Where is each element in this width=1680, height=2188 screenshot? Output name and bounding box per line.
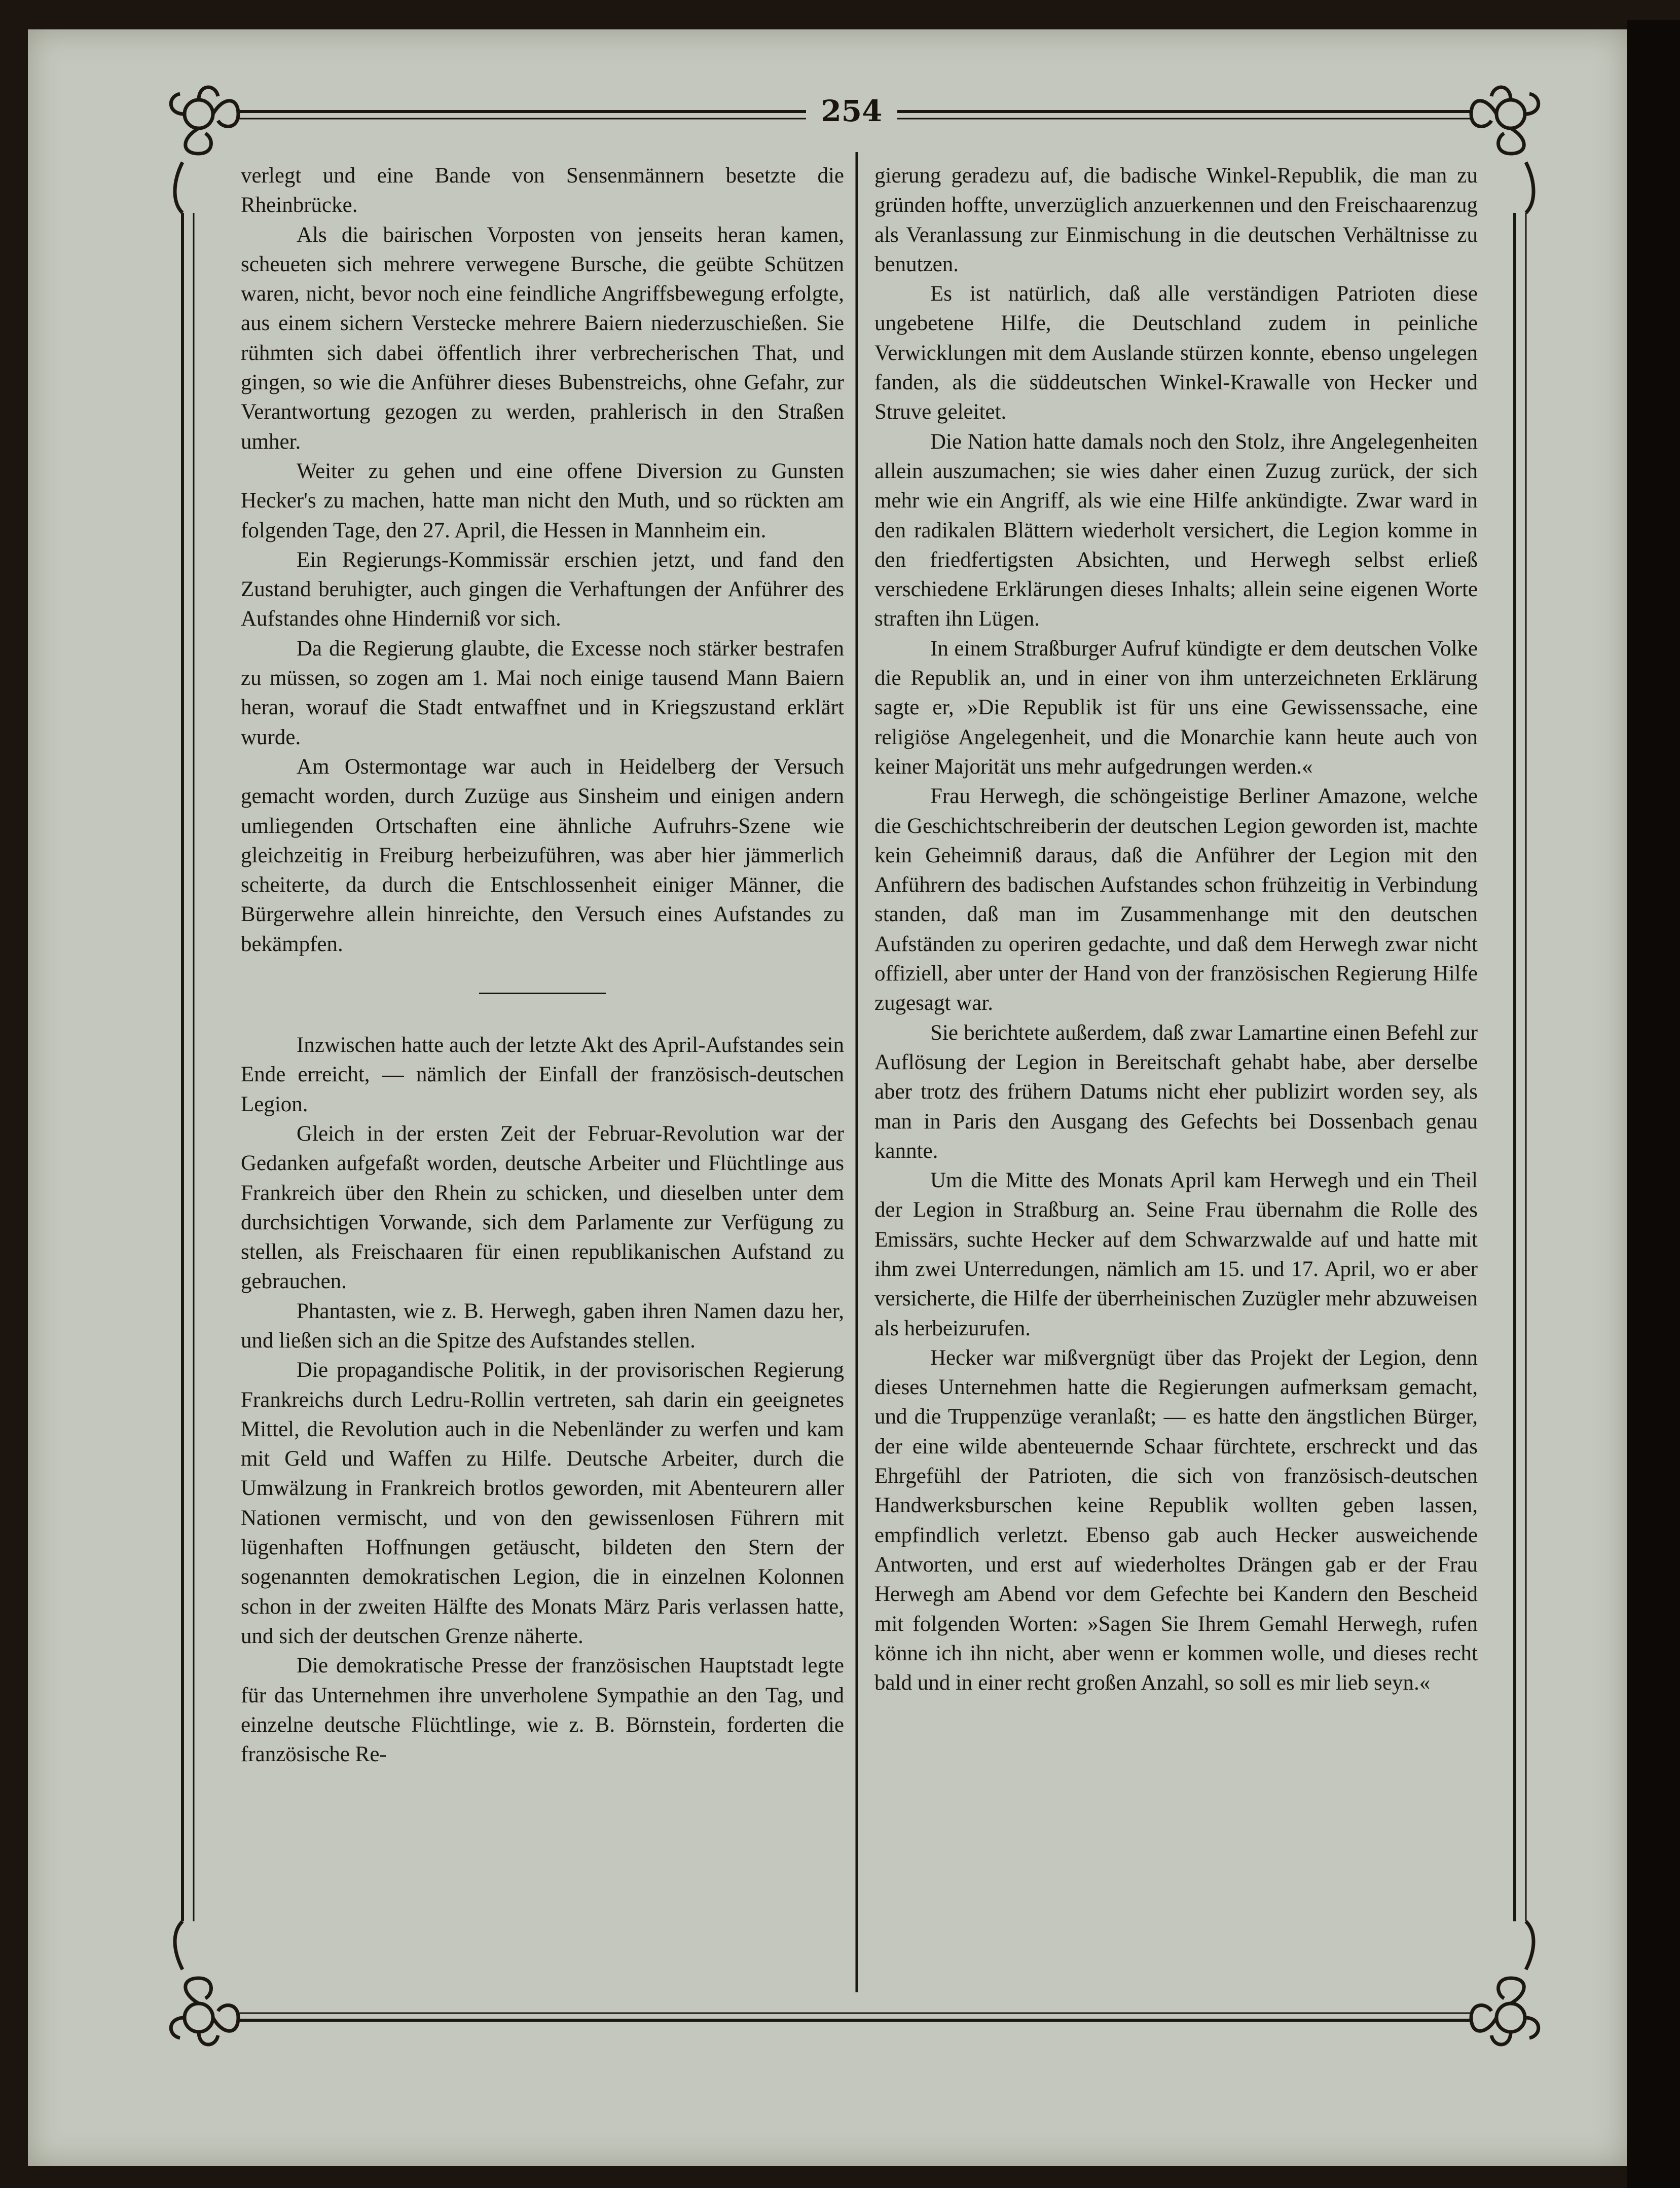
paragraph: In einem Straßburger Aufruf kündigte er dem deutschen Volke die Republik an, und in einer von ihm unterzeichneten Erklärung sagte er, »Die Republik ist für uns eine Gewissenssache, eine religiöse Angelegenheit, und die Monarchie kann heute auch von keiner Majorität uns mehr aufgedrungen werden.«	[874, 636, 1478, 779]
corner-ornament-bottom-right-icon	[1471, 1921, 1539, 2045]
paragraph: verlegt und eine Bande von Sensenmännern besetzte die Rheinbrücke.	[241, 164, 844, 217]
page-number: 254	[821, 94, 883, 128]
section-separator-rule	[479, 993, 606, 994]
paragraph: Hecker war mißvergnügt über das Projekt der Legion, denn dieses Unternehmen hatte die Regierungen aufmerksam gemacht, und die Truppenzüge veranlaßt; — es hatte den ängstlichen Bürger, der eine wilde abenteuernde Schaar fürchtete, erschreckt und das Ehrgefühl der Patrioten, die sich von französisch-deutschen Handwerksburschen keine Republik wollten geben lassen, empfindlich verletzt. Ebenso gab auch Hecker ausweichende Antworten, und erst auf wiederholtes Drängen gab er der Frau Herwegh am Abend vor dem Gefechte bei Kandern den Bescheid mit folgenden Worten: »Sagen Sie Ihrem Gemahl Herwegh, rufen könne ich ihn nicht, aber wenn er kommen wolle, und dieses recht bald und in einer recht großen Anzahl, so soll es mir lieb seyn.«	[874, 1345, 1478, 1695]
paragraph: Da die Regierung glaubte, die Excesse noch stärker bestrafen zu müssen, so zogen am 1. Mai noch einige tausend Mann Baiern heran, worauf die Stadt entwaffnet und in Kriegszustand erklärt wurde.	[241, 636, 844, 749]
corner-ornament-bottom-left-icon	[171, 1921, 238, 2045]
paragraph: Die Nation hatte damals noch den Stolz, ihre Angelegenheiten allein auszumachen; sie wies daher einen Zuzug zurück, der sich mehr wie ein Angriff, als wie eine Hilfe ankündigte. Zwar ward in den radikalen Blättern wiederholt versichert, die Legion komme in den friedfertigsten Absichten, und Herwegh selbst erließ verschiedene Erklärungen dieses Inhalts; allein seine eigenen Worte straften ihn Lügen.	[874, 429, 1478, 631]
paragraph: Die demokratische Presse der französischen Hauptstadt legte für das Unternehmen ihre unverholene Sympathie an den Tag, und einzelne deutsche Flüchtlinge, wie z. B. Börnstein, forderten die französische Re-	[241, 1654, 844, 1767]
paragraph: Gleich in der ersten Zeit der Februar-Revolution war der Gedanken aufgefaßt worden, deutsche Arbeiter und Flüchtlinge aus Frankreich über den Rhein zu schicken, und dieselben unter dem durchsichtigen Vorwande, sich dem Parlamente zur Verfügung zu stellen, als Freischaaren für einen republikanischen Aufstand zu gebrauchen.	[241, 1121, 844, 1294]
paragraph: Es ist natürlich, daß alle verständigen Patrioten diese ungebetene Hilfe, die Deutschland zudem in peinliche Verwicklungen mit dem Auslande stürzen konnte, ebenso ungelegen fanden, als die süddeutschen Winkel-Krawalle von Hecker und Struve geleitet.	[874, 282, 1478, 424]
paragraph: Als die bairischen Vorposten von jenseits heran kamen, scheueten sich mehrere verwegene Bursche, die geübte Schützen waren, nicht, bevor noch eine feindliche Angriffsbewegung erfolgte, aus einem sichern Verstecke mehrere Baiern niederzuschießen. Sie rühmten sich dabei öffentlich ihrer verbrecherischen That, und gingen, so wie die Anführer dieses Bubenstreichs, ohne Gefahr, zur Verantwortung gezogen zu werden, prahlerisch in den Straßen umher.	[241, 223, 844, 454]
paragraph: Sie berichtete außerdem, daß zwar Lamartine einen Befehl zur Auflösung der Legion in Bereitschaft gehabt habe, aber derselbe aber trotz des frühern Datums nicht eher publizirt worden sey, als man in Paris den Ausgang des Gefechts bei Dossenbach genau kannte.	[874, 1020, 1478, 1163]
text-column-left	[241, 161, 844, 1769]
paragraph: Die propagandische Politik, in der provisorischen Regierung Frankreichs durch Ledru-Rollin vertreten, sah darin ein geeignetes Mittel, die Revolution auch in die Nebenländer zu werfen und kam mit Geld und Waffen zu Hilfe. Deutsche Arbeiter, durch die Umwälzung in Frankreich brotlos geworden, mit Abenteurern aller Nationen vermischt, und von den gewissenlosen Führern mit lügenhaften Hoffnungen getäuscht, bildeten den Stern der sogenannten demokratischen Legion, die in einzelnen Kolonnen schon in der zweiten Hälfte des Monats März Paris verlassen hatte, und sich der deutschen Grenze näherte.	[241, 1358, 844, 1648]
paragraph: Weiter zu gehen und eine offene Diversion zu Gunsten Hecker's zu machen, hatte man nicht den Muth, und so rückten am folgenden Tage, den 27. April, die Hessen in Mannheim ein.	[241, 459, 844, 542]
corner-ornament-top-left-icon	[171, 87, 238, 213]
paragraph: Ein Regierungs-Kommissär erschien jetzt, und fand den Zustand beruhigter, auch gingen die Verhaftungen der Anführer des Aufstandes ohne Hinderniß vor sich.	[241, 548, 844, 631]
paragraph: Am Ostermontage war auch in Heidelberg der Versuch gemacht worden, durch Zuzüge aus Sinsheim und einigen andern umliegenden Ortschaften eine ähnliche Aufruhrs-Szene wie gleichzeitig in Freiburg herbeizuführen, was aber hier jämmerlich scheiterte, da durch die Entschlossenheit einiger Männer, die Bürgerwehre allein hinreichte, den Versuch eines Aufstandes zu bekämpfen.	[241, 754, 844, 956]
paragraph: gierung geradezu auf, die badische Winkel-Republik, die man zu gründen hoffte, unverzüglich anzuerkennen und den Freischaarenzug als Veranlassung zur Einmischung in die deutschen Verhältnisse zu benutzen.	[874, 164, 1478, 276]
corner-ornament-top-right-icon	[1471, 87, 1539, 213]
paragraph: Phantasten, wie z. B. Herwegh, gaben ihren Namen dazu her, und ließen sich an die Spitze des Aufstandes stellen.	[241, 1299, 844, 1353]
paragraph: Frau Herwegh, die schöngeistige Berliner Amazone, welche die Geschichtschreiberin der deutschen Legion geworden ist, machte kein Geheimniß daraus, daß die Anführer der Legion mit den Anführern des badischen Aufstandes schon frühzeitig in Verbindung standen, daß man im Zusammenhange mit den deutschen Aufständen zu operiren gedachte, und daß dem Herwegh zwar nicht offiziell, aber unter der Hand von der französischen Regierung Hilfe zugesagt war.	[874, 784, 1478, 1015]
text-column-right	[874, 161, 1478, 1698]
paragraph: Um die Mitte des Monats April kam Herwegh und ein Theil der Legion in Straßburg an. Seine Frau übernahm die Rolle des Emissärs, suchte Hecker auf dem Schwarzwalde auf und hatte mit ihm zwei Unterredungen, nämlich am 15. und 17. April, wo er aber versicherte, die Hilfe der überrheinischen Zuzügler mehr abzuweisen als herbeizurufen.	[874, 1169, 1478, 1340]
paragraph: Inzwischen hatte auch der letzte Akt des April-Aufstandes sein Ende erreicht, — nämlich der Einfall der französisch-deutschen Legion.	[241, 1033, 844, 1116]
